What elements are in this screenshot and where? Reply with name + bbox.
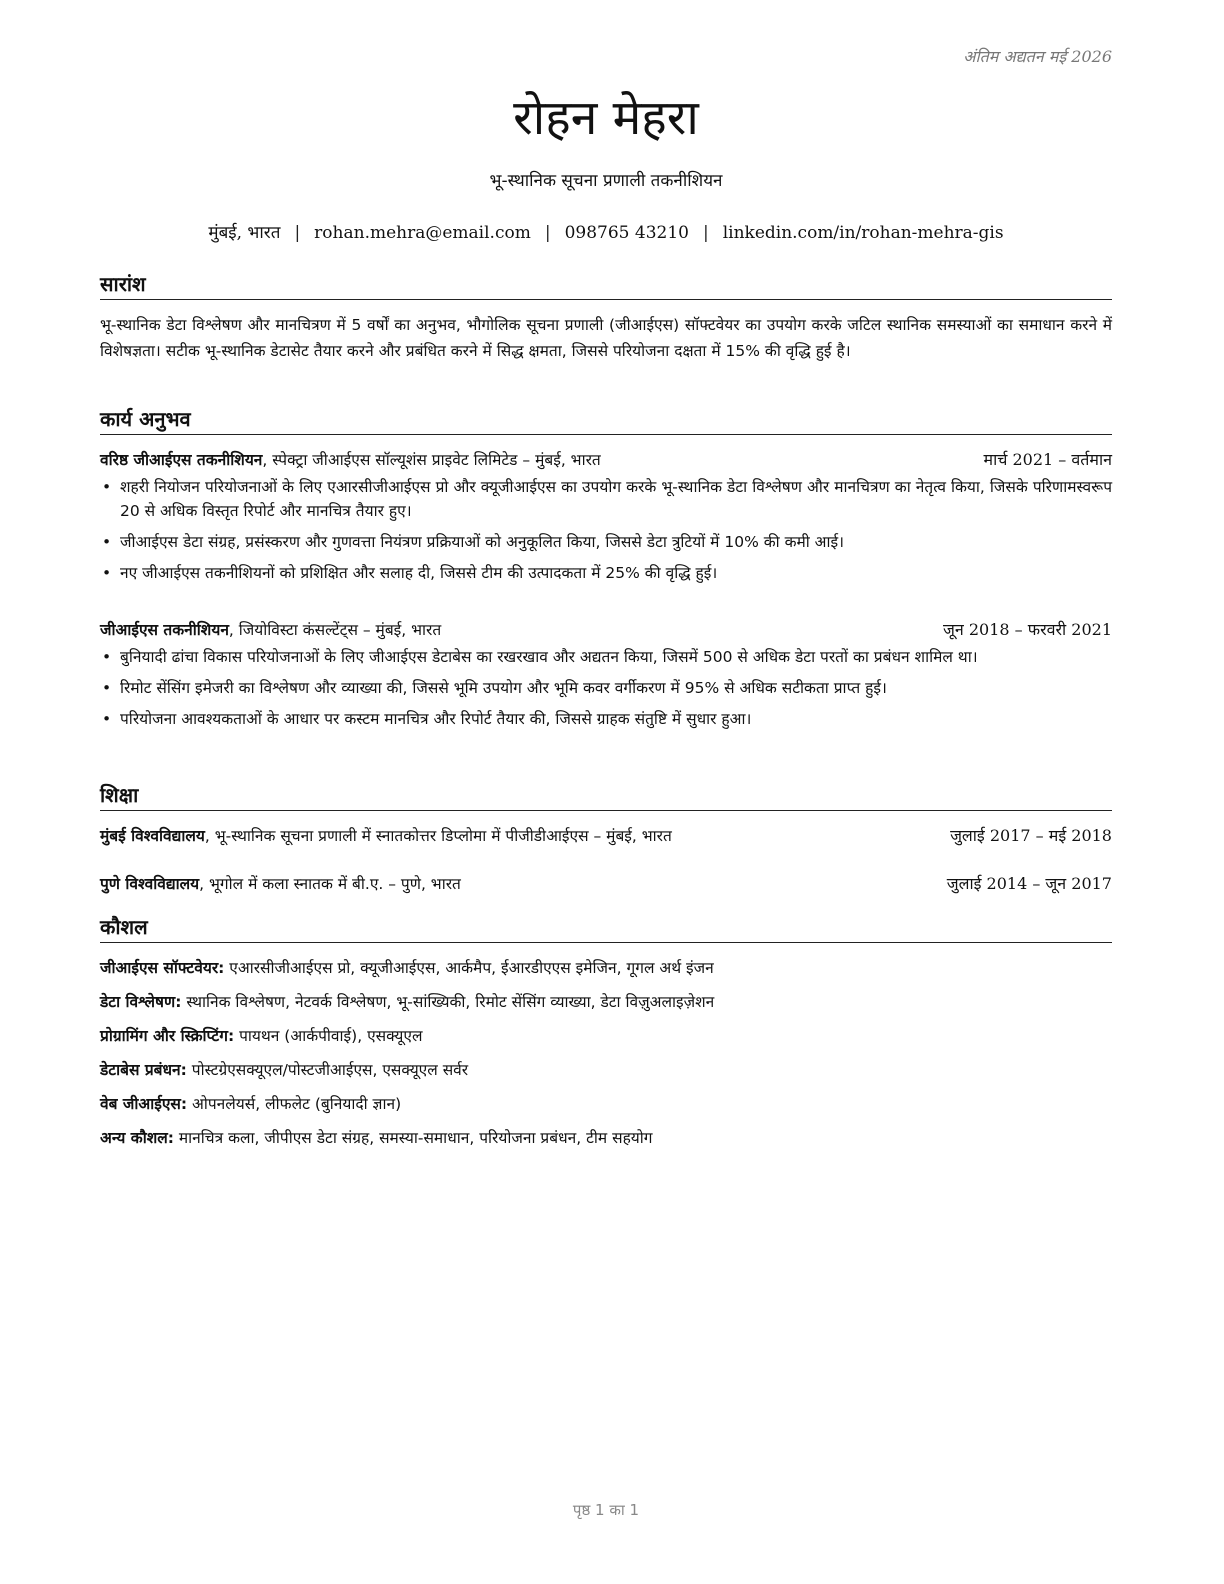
contact-line xyxy=(100,220,1112,243)
section-title-education: शिक्षा xyxy=(100,781,1112,811)
job-dates: मार्च 2021 – वर्तमान xyxy=(983,450,1112,469)
job-bullets xyxy=(100,645,1112,731)
skill-value: पोस्टग्रेएसक्यूएल/पोस्टजीआईएस, एसक्यूएल सर्वर xyxy=(186,1061,469,1079)
skill-label: अन्य कौशल: xyxy=(100,1129,174,1147)
page-number: पृष्ठ 1 का 1 xyxy=(572,1501,640,1519)
job-role: जीआईएस तकनीशियन xyxy=(100,621,229,639)
skill-label: वेब जीआईएस: xyxy=(100,1095,188,1113)
education-institution: मुंबई विश्वविद्यालय xyxy=(100,827,205,845)
skill-value: पायथन (आर्कपीवाई), एसक्यूएल xyxy=(234,1027,423,1045)
job-bullet: • नए जीआईएस तकनीशियनों को प्रशिक्षित और सलाह दी, जिससे टीम की उत्पादकता में 25% की वृद्धि हुई। xyxy=(120,561,1112,585)
skill-label: जीआईएस सॉफ्टवेयर: xyxy=(100,959,225,977)
job-bullets xyxy=(100,475,1112,585)
skill-label: डेटा विश्लेषण: xyxy=(100,993,182,1011)
job-bullet: • जीआईएस डेटा संग्रह, प्रसंस्करण और गुणवत्ता नियंत्रण प्रक्रियाओं को अनुकूलित किया, जिससे डेटा त्रुटियों में 10% की कमी आई। xyxy=(120,530,1112,554)
section-title-skills: कौशल xyxy=(100,913,1112,943)
contact-separator: | xyxy=(702,223,709,243)
contact-separator: | xyxy=(294,223,301,243)
contact-location: मुंबई, भारत xyxy=(208,223,281,243)
job-bullet: • परियोजना आवश्यकताओं के आधार पर कस्टम मानचित्र और रिपोर्ट तैयार की, जिससे ग्राहक संतुष्टि में सुधार हुआ। xyxy=(120,707,1112,731)
candidate-title: भू-स्थानिक सूचना प्रणाली तकनीशियन xyxy=(489,171,723,191)
skill-value: मानचित्र कला, जीपीएस डेटा संग्रह, समस्या-समाधान, परियोजना प्रबंधन, टीम सहयोग xyxy=(173,1129,653,1147)
skill-line xyxy=(100,1023,1112,1049)
contact-email[interactable]: rohan.mehra@email.com xyxy=(314,223,531,243)
education-dates: जुलाई 2014 – जून 2017 xyxy=(946,874,1112,893)
section-title-summary: सारांश xyxy=(100,270,1112,300)
skill-line xyxy=(100,955,1112,981)
job-role: वरिष्ठ जीआईएस तकनीशियन xyxy=(100,451,263,469)
job-org: , जियोविस्टा कंसल्टेंट्स – मुंबई, भारत xyxy=(228,621,442,639)
skill-line xyxy=(100,1125,1112,1151)
job-bullet: • रिमोट सेंसिंग इमेजरी का विश्लेषण और व्याख्या की, जिससे भूमि उपयोग और भूमि कवर वर्गीकरण में 95% से अधिक सटीकता प्राप्त हुई। xyxy=(120,676,1112,700)
contact-phone: 098765 43210 xyxy=(564,223,689,243)
education-detail: , भू-स्थानिक सूचना प्रणाली में स्नातकोत्तर डिप्लोमा में पीजीडीआईएस – मुंबई, भारत xyxy=(204,827,672,845)
skill-label: प्रोग्रामिंग और स्क्रिप्टिंग: xyxy=(100,1027,235,1045)
contact-separator: | xyxy=(544,223,551,243)
resume-page xyxy=(100,0,1112,1584)
experience-entry xyxy=(100,617,1112,738)
last-updated-label: अंतिम अद्यतन मई 2026 xyxy=(963,47,1112,66)
education-institution: पुणे विश्वविद्यालय xyxy=(100,875,200,893)
skill-value: ओपनलेयर्स, लीफलेट (बुनियादी ज्ञान) xyxy=(187,1095,402,1113)
experience-header xyxy=(100,617,1112,643)
candidate-name: रोहन मेहरा xyxy=(513,90,699,146)
skills-list xyxy=(100,955,1112,1159)
education-entry xyxy=(100,823,1112,849)
contact-linkedin[interactable]: linkedin.com/in/rohan-mehra-gis xyxy=(722,223,1004,243)
skill-line xyxy=(100,1091,1112,1117)
job-dates: जून 2018 – फरवरी 2021 xyxy=(943,620,1112,639)
summary-text: भू-स्थानिक डेटा विश्लेषण और मानचित्रण में 5 वर्षों का अनुभव, भौगोलिक सूचना प्रणाली (जीआईएस) सॉफ्टवेयर का उपयोग करके जटिल स्थानिक समस्याओं का समाधान करने में विशेषज्ञता। सटीक भू-स्थानिक डेटासेट तैयार करने और प्रबंधित करने में सिद्ध क्षमता, जिससे परियोजना दक्षता में 15% की वृद्धि हुई है। xyxy=(100,316,1112,360)
job-org: , स्पेक्ट्रा जीआईएस सॉल्यूशंस प्राइवेट लिमिटेड – मुंबई, भारत xyxy=(262,451,601,469)
section-title-experience: कार्य अनुभव xyxy=(100,405,1112,435)
education-dates: जुलाई 2017 – मई 2018 xyxy=(950,826,1112,845)
job-bullet: • बुनियादी ढांचा विकास परियोजनाओं के लिए जीआईएस डेटाबेस का रखरखाव और अद्यतन किया, जिसमें 500 से अधिक डेटा परतों का प्रबंधन शामिल था। xyxy=(120,645,1112,669)
experience-header xyxy=(100,447,1112,473)
skill-line xyxy=(100,1057,1112,1083)
education-entry xyxy=(100,871,1112,897)
skill-label: डेटाबेस प्रबंधन: xyxy=(100,1061,187,1079)
skill-value: स्थानिक विश्लेषण, नेटवर्क विश्लेषण, भू-सांख्यिकी, रिमोट सेंसिंग व्याख्या, डेटा विज़ुअलाइज़ेशन xyxy=(181,993,715,1011)
job-bullet: • शहरी नियोजन परियोजनाओं के लिए एआरसीजीआईएस प्रो और क्यूजीआईएस का उपयोग करके भू-स्थानिक डेटा विश्लेषण और मानचित्रण का नेतृत्व किया, जिसके परिणामस्वरूप 20 से अधिक विस्तृत रिपोर्ट और मानचित्र तैयार हुए। xyxy=(120,475,1112,523)
education-detail: , भूगोल में कला स्नातक में बी.ए. – पुणे, भारत xyxy=(199,875,461,893)
experience-entry xyxy=(100,447,1112,592)
skill-value: एआरसीजीआईएस प्रो, क्यूजीआईएस, आर्कमैप, ईआरडीएएस इमेजिन, गूगल अर्थ इंजन xyxy=(224,959,714,977)
skill-line xyxy=(100,989,1112,1015)
